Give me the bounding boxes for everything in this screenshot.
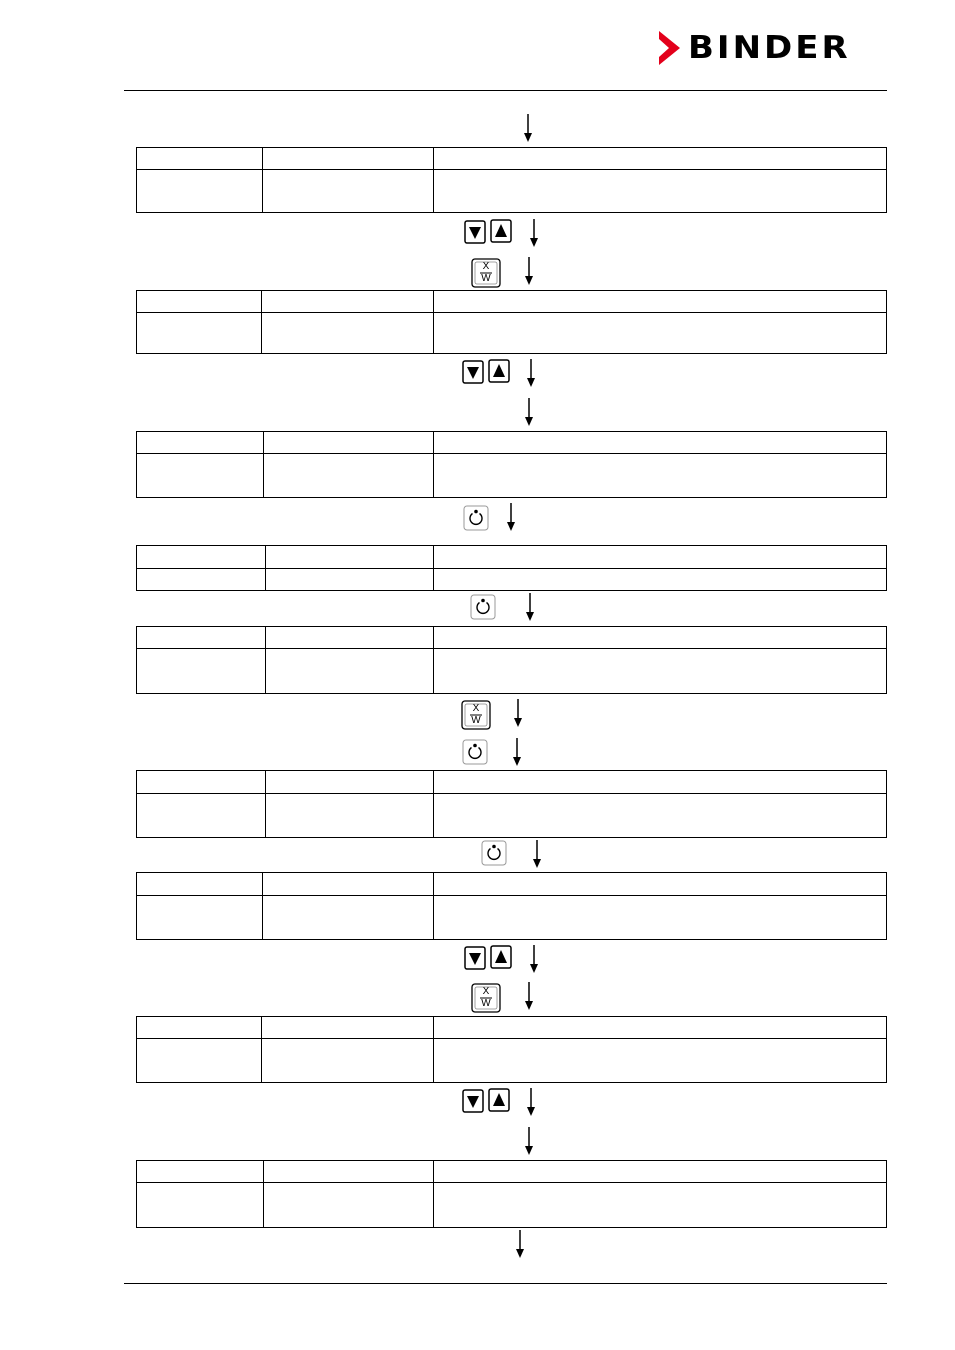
table-cell — [434, 627, 887, 649]
display-table-2 — [136, 290, 887, 354]
up-key-button[interactable] — [488, 359, 510, 383]
down-arrow-icon — [523, 257, 535, 285]
display-table-4 — [136, 545, 887, 591]
down-arrow-icon — [511, 738, 523, 766]
table-cell — [137, 1183, 264, 1228]
display-table-5 — [136, 626, 887, 694]
table-cell — [266, 794, 434, 838]
table-cell — [137, 771, 266, 794]
down-triangle-key-icon — [462, 360, 484, 384]
xw-key-x-label: X — [482, 986, 490, 997]
binder-logo — [656, 30, 851, 66]
table-cell — [434, 873, 887, 896]
table-cell — [263, 873, 434, 896]
table-cell — [137, 432, 264, 454]
table-cell — [266, 546, 434, 569]
down-arrow-icon — [522, 114, 534, 142]
table-cell — [434, 291, 887, 313]
table-cell — [266, 771, 434, 794]
down-arrow-icon — [524, 593, 536, 621]
table-cell — [137, 569, 266, 591]
xw-key-w-label: W — [471, 715, 481, 726]
table-cell — [434, 569, 887, 591]
down-arrow-icon — [531, 840, 543, 868]
table-cell — [137, 873, 263, 896]
table-cell — [262, 291, 434, 313]
down-key-button[interactable] — [464, 946, 486, 970]
table-cell — [434, 794, 887, 838]
table-cell — [137, 454, 264, 498]
table-cell — [434, 432, 887, 454]
display-table-1 — [136, 147, 887, 213]
table-cell — [434, 896, 887, 940]
xw-key-x-label: X — [472, 703, 480, 714]
xw-key-w-label: W — [481, 273, 491, 284]
up-triangle-key-icon — [490, 945, 512, 969]
table-cell — [434, 1161, 887, 1183]
program-circular-arrow-key-icon — [462, 739, 488, 765]
table-cell — [137, 794, 266, 838]
down-key-button[interactable] — [462, 1089, 484, 1113]
down-arrow-icon — [523, 982, 535, 1010]
table-cell — [137, 291, 262, 313]
x-w-key-button[interactable] — [461, 700, 491, 730]
table-cell — [434, 1183, 887, 1228]
table-cell — [266, 649, 434, 694]
table-cell — [266, 627, 434, 649]
table-cell — [262, 1039, 434, 1083]
table-cell — [137, 896, 263, 940]
table-cell — [137, 1017, 262, 1039]
down-arrow-icon — [505, 503, 517, 531]
up-triangle-key-icon — [488, 1088, 510, 1112]
table-cell — [264, 432, 434, 454]
down-arrow-icon — [525, 359, 537, 387]
brand-name: BINDER — [688, 29, 851, 67]
display-table-8 — [136, 1016, 887, 1083]
down-arrow-icon — [512, 699, 524, 727]
down-arrow-icon — [528, 219, 540, 247]
table-cell — [137, 170, 263, 213]
x-w-key-button[interactable] — [471, 983, 501, 1013]
binder-logo-mark-icon — [656, 31, 680, 65]
table-cell — [264, 1183, 434, 1228]
up-triangle-key-icon — [490, 219, 512, 243]
table-cell — [263, 170, 434, 213]
program-key-button[interactable] — [481, 840, 507, 866]
table-cell — [434, 170, 887, 213]
down-triangle-key-icon — [462, 1089, 484, 1113]
table-cell — [434, 649, 887, 694]
down-key-button[interactable] — [462, 360, 484, 384]
down-arrow-icon — [523, 398, 535, 426]
display-table-9 — [136, 1160, 887, 1228]
table-cell — [137, 1161, 264, 1183]
program-key-button[interactable] — [462, 739, 488, 765]
down-arrow-icon — [514, 1230, 526, 1258]
table-cell — [434, 313, 887, 354]
header-rule — [124, 90, 887, 91]
down-arrow-icon — [525, 1088, 537, 1116]
table-cell — [434, 148, 887, 170]
table-cell — [137, 627, 266, 649]
table-cell — [434, 1039, 887, 1083]
display-table-6 — [136, 770, 887, 838]
table-cell — [263, 896, 434, 940]
table-cell — [434, 771, 887, 794]
footer-rule — [124, 1283, 887, 1284]
up-key-button[interactable] — [490, 945, 512, 969]
program-circular-arrow-key-icon — [481, 840, 507, 866]
xw-key-w-label: W — [481, 998, 491, 1009]
down-arrow-icon — [528, 945, 540, 973]
table-cell — [264, 454, 434, 498]
down-arrow-icon — [523, 1127, 535, 1155]
xw-key-x-label: X — [482, 261, 490, 272]
up-key-button[interactable] — [490, 219, 512, 243]
x-w-key-button[interactable] — [471, 258, 501, 288]
table-cell — [263, 148, 434, 170]
down-triangle-key-icon — [464, 946, 486, 970]
program-key-button[interactable] — [470, 594, 496, 620]
table-cell — [434, 454, 887, 498]
down-triangle-key-icon — [464, 220, 486, 244]
table-cell — [137, 546, 266, 569]
table-cell — [434, 1017, 887, 1039]
up-key-button[interactable] — [488, 1088, 510, 1112]
table-cell — [137, 313, 262, 354]
down-key-button[interactable] — [464, 220, 486, 244]
display-table-7 — [136, 872, 887, 940]
table-cell — [137, 649, 266, 694]
table-cell — [434, 546, 887, 569]
program-circular-arrow-key-icon — [463, 505, 489, 531]
program-key-button[interactable] — [463, 505, 489, 531]
table-cell — [137, 1039, 262, 1083]
table-cell — [262, 313, 434, 354]
up-triangle-key-icon — [488, 359, 510, 383]
program-circular-arrow-key-icon — [470, 594, 496, 620]
display-table-3 — [136, 431, 887, 498]
table-cell — [266, 569, 434, 591]
table-cell — [137, 148, 263, 170]
table-cell — [264, 1161, 434, 1183]
table-cell — [262, 1017, 434, 1039]
